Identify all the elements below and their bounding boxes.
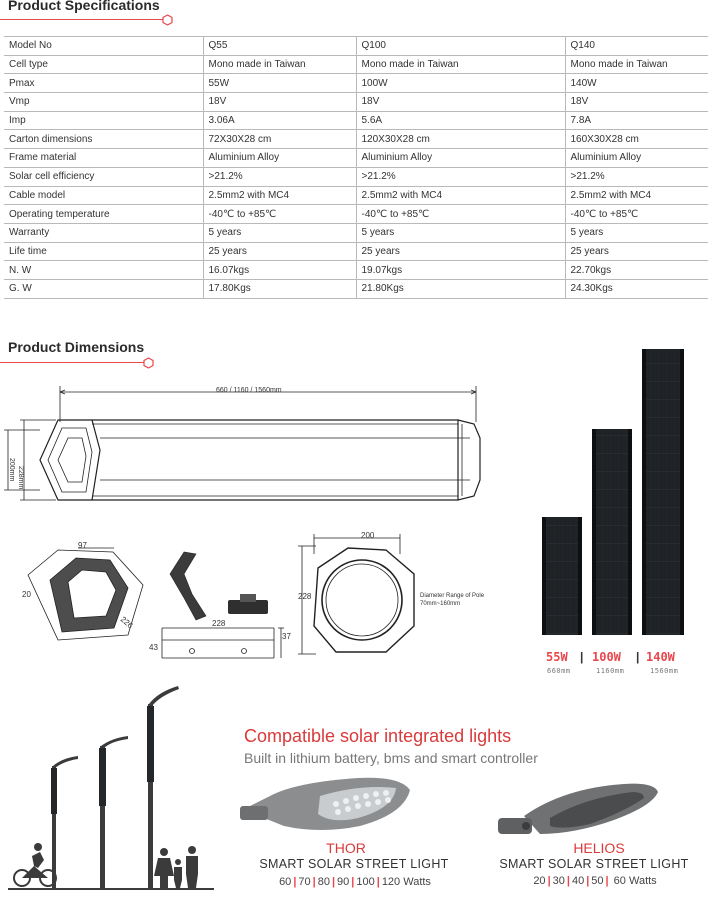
spec-value-cell: 120X30X28 cm xyxy=(356,130,565,149)
panel-separator: | xyxy=(580,650,584,664)
panel-55w xyxy=(542,517,582,635)
solar-panels-image xyxy=(538,345,698,640)
spec-label-cell: Model No xyxy=(4,37,203,56)
pole-range-label: Diameter Range of Pole xyxy=(420,593,485,599)
spec-value-cell: 17.80Kgs xyxy=(203,279,356,298)
spec-row xyxy=(4,223,708,242)
bracket-37-label: 37 xyxy=(282,632,291,641)
spec-value-cell: Mono made in Taiwan xyxy=(565,55,708,74)
spec-value-cell: 2.5mm2 with MC4 xyxy=(565,186,708,205)
spec-label-cell: Imp xyxy=(4,111,203,130)
spec-value-cell: 7.8A xyxy=(565,111,708,130)
spec-value-cell: Q55 xyxy=(203,37,356,56)
spec-row xyxy=(4,93,708,112)
panel-length-drawing xyxy=(0,380,500,530)
spec-value-cell: Aluminium Alloy xyxy=(565,149,708,168)
spec-value-cell: >21.2% xyxy=(203,167,356,186)
spec-value-cell: 100W xyxy=(356,74,565,93)
bracket-drawing xyxy=(148,540,298,665)
top-200-label: 200 xyxy=(361,531,375,540)
watt-separator: | xyxy=(605,875,609,887)
spec-value-cell: 18V xyxy=(565,93,708,112)
bracket-228-label: 228 xyxy=(212,619,226,628)
pole-fitting-drawing xyxy=(296,530,426,662)
side-226-label: 226 xyxy=(118,614,135,631)
spec-label-cell: Vmp xyxy=(4,93,203,112)
panel-100w xyxy=(592,429,632,635)
spec-label-cell: Operating temperature xyxy=(4,205,203,224)
spec-value-cell: 25 years xyxy=(203,242,356,261)
spec-title-rule xyxy=(0,19,163,20)
spec-value-cell: 3.06A xyxy=(203,111,356,130)
spec-value-cell: 5.6A xyxy=(356,111,565,130)
spec-row xyxy=(4,55,708,74)
spec-label-cell: Life time xyxy=(4,242,203,261)
spec-value-cell: 55W xyxy=(203,74,356,93)
helios-kind: SMART SOLAR STREET LIGHT xyxy=(499,857,689,871)
spec-value-cell: 18V xyxy=(203,93,356,112)
panel-55w-power: 55W xyxy=(546,650,568,664)
thor-watt-option: 70 xyxy=(298,876,311,888)
spec-row xyxy=(4,167,708,186)
spec-row xyxy=(4,186,708,205)
spec-value-cell: Q140 xyxy=(565,37,708,56)
side-97-label: 97 xyxy=(78,541,87,550)
helios-watt-option: 40 xyxy=(571,875,585,887)
watt-separator: | xyxy=(547,875,551,887)
watt-separator: | xyxy=(312,876,316,888)
spec-label-cell: Warranty xyxy=(4,223,203,242)
spec-row xyxy=(4,279,708,298)
spec-row xyxy=(4,74,708,93)
watt-separator: | xyxy=(566,875,570,887)
spec-label-cell: G. W xyxy=(4,279,203,298)
spec-value-cell: 5 years xyxy=(203,223,356,242)
height-200-label: 200mm xyxy=(8,458,15,482)
spec-value-cell: 16.07kgs xyxy=(203,261,356,280)
thor-light-image xyxy=(240,768,420,842)
spec-label-cell: Cell type xyxy=(4,55,203,74)
spec-label-cell: Pmax xyxy=(4,74,203,93)
panel-100w-length: 1160mm xyxy=(596,667,625,675)
watt-separator: | xyxy=(331,876,336,888)
thor-watt-option: 100 xyxy=(356,876,375,888)
spec-header-row xyxy=(4,37,708,56)
spec-row xyxy=(4,242,708,261)
spec-value-cell: 5 years xyxy=(356,223,565,242)
spec-value-cell: 72X30X28 cm xyxy=(203,130,356,149)
helios-watt-option: 30 xyxy=(552,875,565,887)
spec-label-cell: Solar cell efficiency xyxy=(4,167,203,186)
hexagon-marker-icon xyxy=(143,357,154,369)
spec-value-cell: 21.80Kgs xyxy=(356,279,565,298)
helios-watt-option: 60 Watts xyxy=(610,875,657,887)
dim-section-title: Product Dimensions xyxy=(8,339,145,355)
spec-row xyxy=(4,111,708,130)
spec-value-cell: 5 years xyxy=(565,223,708,242)
pole-range-value: 70mm~160mm xyxy=(420,601,461,607)
spec-value-cell: 25 years xyxy=(565,242,708,261)
thor-name: THOR xyxy=(326,840,366,856)
spec-label-cell: N. W xyxy=(4,261,203,280)
spec-label-cell: Carton dimensions xyxy=(4,130,203,149)
spec-value-cell: Mono made in Taiwan xyxy=(356,55,565,74)
spec-value-cell: Q100 xyxy=(356,37,565,56)
panel-140w-length: 1560mm xyxy=(650,667,679,675)
watt-separator: | xyxy=(586,875,590,887)
spec-value-cell: 18V xyxy=(356,93,565,112)
watt-separator: | xyxy=(376,876,380,888)
spec-value-cell: >21.2% xyxy=(356,167,565,186)
watt-separator: | xyxy=(293,876,297,888)
end-cap-drawing xyxy=(18,540,158,655)
left-228-label: 228 xyxy=(298,592,312,601)
spec-row xyxy=(4,205,708,224)
spec-label-cell: Cable model xyxy=(4,186,203,205)
spec-value-cell: 140W xyxy=(565,74,708,93)
spec-value-cell: 2.5mm2 with MC4 xyxy=(203,186,356,205)
side-20-label: 20 xyxy=(22,590,31,599)
spec-table xyxy=(4,36,708,299)
spec-value-cell: Aluminium Alloy xyxy=(203,149,356,168)
spec-value-cell: 19.07kgs xyxy=(356,261,565,280)
hexagon-marker-icon xyxy=(162,14,173,26)
thor-watt-option: 90 xyxy=(337,876,350,888)
spec-value-cell: 25 years xyxy=(356,242,565,261)
spec-label-cell: Frame material xyxy=(4,149,203,168)
bracket-43-label: 43 xyxy=(149,643,158,652)
thor-watt-option: 60 xyxy=(279,876,292,888)
spec-row xyxy=(4,149,708,168)
spec-row xyxy=(4,130,708,149)
spec-value-cell: -40℃ to +85℃ xyxy=(565,205,708,224)
helios-watts xyxy=(510,875,680,887)
spec-row xyxy=(4,261,708,280)
panel-140w-power: 140W xyxy=(646,650,675,664)
helios-watt-option: 50 xyxy=(591,875,604,887)
spec-value-cell: 22.70kgs xyxy=(565,261,708,280)
street-poles-illustration xyxy=(8,684,220,894)
spec-section-title: Product Specifications xyxy=(8,0,160,13)
spec-value-cell: Mono made in Taiwan xyxy=(203,55,356,74)
spec-value-cell: >21.2% xyxy=(565,167,708,186)
thor-kind: SMART SOLAR STREET LIGHT xyxy=(259,857,449,871)
helios-light-image xyxy=(494,776,666,846)
panel-separator: | xyxy=(636,650,640,664)
panel-55w-length: 660mm xyxy=(547,667,571,675)
spec-value-cell: -40℃ to +85℃ xyxy=(203,205,356,224)
thor-watt-option: 80 xyxy=(317,876,330,888)
panel-140w xyxy=(642,349,684,635)
thor-watts xyxy=(260,876,450,888)
promo-subtitle: Built in lithium battery, bms and smart controller xyxy=(244,750,538,766)
spec-value-cell: 24.30Kgs xyxy=(565,279,708,298)
thor-watt-option: 120 Watts xyxy=(381,876,431,888)
watt-separator: | xyxy=(351,876,355,888)
helios-name: HELIOS xyxy=(573,840,625,856)
dim-title-rule xyxy=(0,362,144,363)
spec-value-cell: 2.5mm2 with MC4 xyxy=(356,186,565,205)
helios-watt-option: 20 xyxy=(533,875,546,887)
panel-100w-power: 100W xyxy=(592,650,621,664)
spec-value-cell: 160X30X28 cm xyxy=(565,130,708,149)
spec-value-cell: -40℃ to +85℃ xyxy=(356,205,565,224)
length-label: 660 / 1160 / 1560mm xyxy=(216,387,282,394)
promo-title: Compatible solar integrated lights xyxy=(244,726,512,746)
spec-value-cell: Aluminium Alloy xyxy=(356,149,565,168)
height-228-label: 228mm xyxy=(17,466,24,490)
